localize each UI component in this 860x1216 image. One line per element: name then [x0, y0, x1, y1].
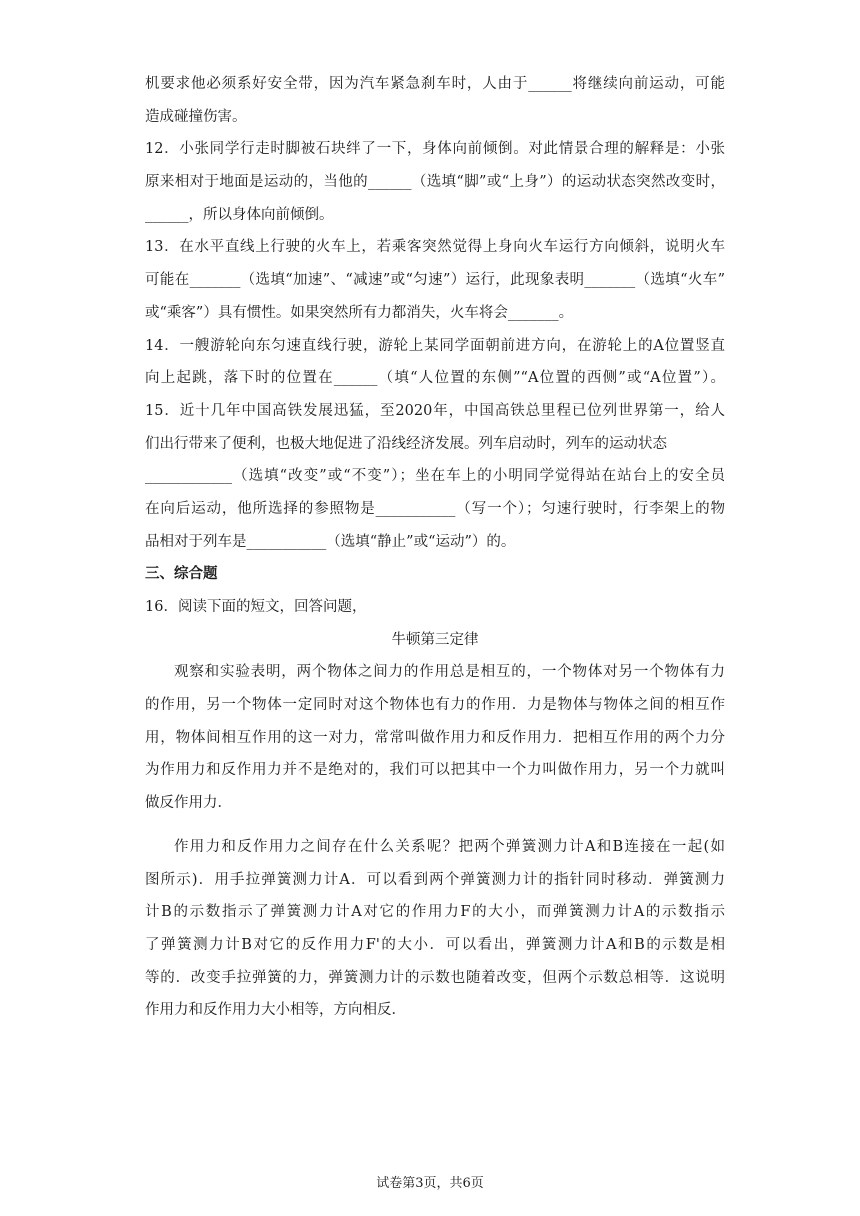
text-line: 机要求他必须系好安全带，因为汽车紧急刹车时，人由于______将继续向前运动，可能: [145, 76, 725, 92]
text-line: 可能在_______（选填“加速”、“减速”或“匀速”）运行，此现象表明_______（选填“火车”: [145, 272, 725, 289]
question-12-line: 12．小张同学行走时脚被石块绊了一下，身体向前倾倒。对此情景合理的解释是：小张: [145, 141, 725, 158]
text-line: ______，所以身体向前倾倒。: [145, 206, 334, 223]
text-line: 或“乘客”）具有惯性。如果突然所有力都消失，火车将会_______。: [145, 304, 574, 321]
text-line: ____________（选填“改变”或“不变”）；坐在车上的小明同学觉得站在站台上的安全员: [145, 468, 725, 485]
text-line: 向上起跳，落下时的位置在______（填“人位置的东侧”“A位置的西侧”或“A位置”）。: [145, 370, 725, 387]
passage-line: 作用力和反作用力大小相等，方向相反．: [145, 1002, 406, 1019]
question-15-line: 15．近十几年中国高铁发展迅猛，至2020年，中国高铁总里程已位列世界第一，给人: [145, 402, 725, 419]
text-line: 品相对于列车是___________（选填“静止”或“运动”）的。: [145, 533, 516, 550]
page-content: [145, 68, 725, 1027]
text-line: 造成碰撞伤害。: [145, 108, 247, 125]
passage-line: 图所示)．用手拉弹簧测力计A．可以看到两个弹簧测力计的指针同时移动．弹簧测力: [145, 871, 725, 888]
question-16-line: 16．阅读下面的短文，回答问题，: [145, 599, 367, 615]
question-14-line: 14．一艘游轮向东匀速直线行驶，游轮上某同学面朝前进方向，在游轮上的A位置竖直: [145, 337, 725, 354]
passage-line: 用，物体间相互作用的这一对力，常常叫做作用力和反作用力．把相互作用的两个力分: [145, 729, 725, 746]
question-13-line: 13．在水平直线上行驶的火车上，若乘客突然觉得上身向火车运行方向倾斜，说明火车: [145, 239, 725, 256]
passage-line: 做反作用力．: [145, 795, 232, 812]
text-line: 在向后运动，他所选择的参照物是___________（写一个）；匀速行驶时，行李架上的物: [145, 500, 725, 517]
passage-line: 的作用，另一个物体一定同时对这个物体也有力的作用．力是物体与物体之间的相互作: [145, 697, 725, 714]
page-footer: 试卷第3页，共6页: [376, 1176, 484, 1191]
passage-line: 为作用力和反作用力并不是绝对的，我们可以把其中一个力叫做作用力，另一个力就叫: [145, 762, 725, 779]
text-line: 原来相对于地面是运动的，当他的______（选填“脚”或“上身”）的运动状态突然改变时，: [145, 174, 725, 191]
passage-line: 了弹簧测力计B对它的反作用力F'的大小．可以看出，弹簧测力计A和B的示数是相: [145, 936, 725, 953]
passage-line: 等的．改变手拉弹簧的力，弹簧测力计的示数也随着改变，但两个示数总相等．这说明: [145, 969, 725, 986]
text-line: 们出行带来了便利，也极大地促进了沿线经济发展。列车启动时，列车的运动状态: [145, 435, 667, 452]
passage-line: 观察和实验表明，两个物体之间力的作用总是相互的，一个物体对另一个物体有力: [174, 664, 725, 681]
section-heading: 三、综合题: [145, 565, 218, 583]
passage-line: 作用力和反作用力之间存在什么关系呢？把两个弹簧测力计A和B连接在一起(如: [174, 838, 725, 855]
passage-title: 牛顿第三定律: [391, 631, 479, 648]
paragraph-gap: [145, 820, 725, 831]
passage-line: 计B的示数指示了弹簧测力计A对它的作用力F的大小，而弹簧测力计A的示数指示: [145, 904, 725, 921]
